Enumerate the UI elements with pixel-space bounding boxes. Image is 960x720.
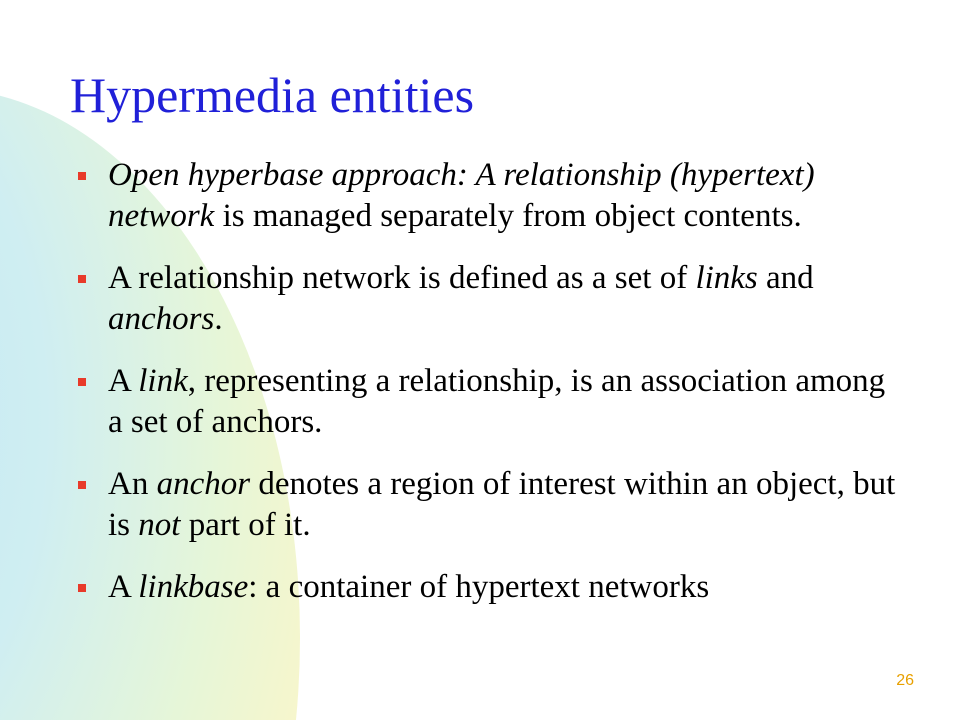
plain-text: . [214, 301, 223, 337]
bullet-square-icon [78, 172, 86, 180]
bullet-text [108, 260, 814, 337]
plain-text: A relationship network is defined as a set of [108, 260, 696, 296]
plain-text: , representing a relationship, is an association among a set of anchors. [108, 363, 886, 440]
italic-text: linkbase [138, 569, 249, 605]
plain-text: A [108, 363, 139, 399]
bullet-text [108, 466, 895, 543]
bullet-text [108, 363, 885, 440]
bullet-item [72, 567, 902, 608]
bullet-text [108, 569, 709, 605]
plain-text: : a container of hypertext networks [248, 569, 710, 605]
italic-text: anchor [156, 466, 251, 502]
plain-text: denotes a region of interest within an object, but is [108, 466, 896, 543]
plain-text: is managed separately from object contents. [214, 198, 802, 234]
plain-text: An [108, 466, 157, 502]
bullet-item [72, 155, 902, 237]
plain-text: and [757, 260, 814, 296]
italic-text: Open hyperbase approach: A relationship (hypertext) network [108, 157, 815, 234]
slide-number: 26 [896, 672, 914, 689]
bullet-item [72, 464, 902, 546]
plain-text: A [108, 569, 139, 605]
bullet-square-icon [78, 275, 86, 283]
bullet-square-icon [78, 584, 86, 592]
bullet-square-icon [78, 481, 86, 489]
slide-title: Hypermedia entities [70, 67, 475, 123]
plain-text: part of it. [180, 507, 311, 543]
bullet-text [108, 157, 815, 234]
bullet-item [72, 361, 902, 443]
bullet-square-icon [78, 378, 86, 386]
bullet-list [72, 155, 902, 629]
bullet-item [72, 258, 902, 340]
italic-text: anchors [108, 301, 215, 337]
italic-text: links [695, 260, 758, 296]
italic-text: not [138, 507, 181, 543]
italic-text: link [138, 363, 188, 399]
